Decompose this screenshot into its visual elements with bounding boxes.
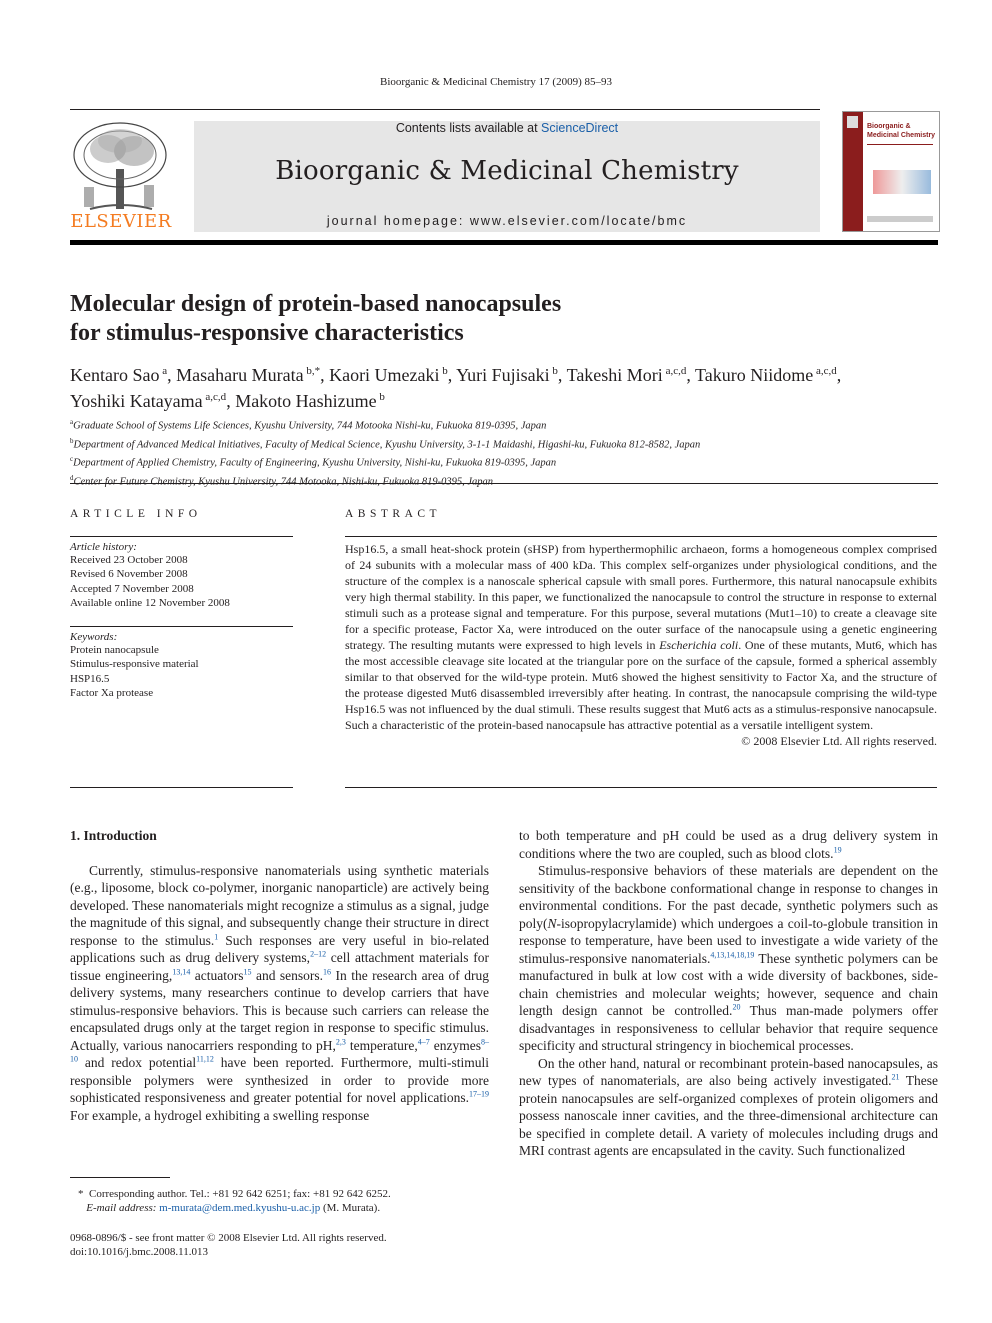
title-line-2: for stimulus-responsive characteristics bbox=[70, 320, 464, 346]
author-name[interactable]: Yoshiki Katayama bbox=[70, 391, 203, 411]
paragraph: On the other hand, natural or recombinant protein-based nanocapsules, as new types of nanomaterials, are also being actively investigated.$^{21}$ These protein nanocapsules are self-organized complexes of protein oligomers and possess nanoscale inner cavities, and the three-dimensional architecture can be specified in complete detail. A variety of molecules including drugs and MRI contrast agents are encapsulated in the cavity. Such functionalized bbox=[519, 1055, 938, 1158]
abstract-heading: ABSTRACT bbox=[345, 508, 442, 520]
keyword: Stimulus-responsive material bbox=[70, 658, 199, 671]
reference[interactable]: 21 bbox=[891, 1072, 900, 1082]
journal-title: Bioorganic & Medicinal Chemistry bbox=[275, 156, 739, 186]
header-rule bbox=[70, 109, 820, 110]
cover-footer bbox=[867, 216, 933, 222]
title-line-1: Molecular design of protein-based nanocapsules bbox=[70, 291, 562, 317]
article-title bbox=[70, 290, 930, 348]
body-left-column bbox=[70, 827, 489, 1124]
issn-line: 0968-0896/$ - see front matter © 2008 Elsevier Ltd. All rights reserved. bbox=[70, 1232, 387, 1244]
reference[interactable]: 19 bbox=[833, 845, 842, 854]
author-name[interactable]: Yuri Fujisaki bbox=[456, 365, 550, 385]
publisher-name: ELSEVIER bbox=[70, 211, 172, 232]
email-link[interactable]: m-murata@dem.med.kyushu-u.ac.jp bbox=[159, 1202, 321, 1214]
elsevier-logo[interactable] bbox=[70, 121, 172, 233]
author-list: Kentaro Sao $^a$, Masaharu Murata $^{b,*}$, Kaori Umezaki $^b$, Yuri Fujisaki $^b$, Takeshi Mori $^{a,c,d}$, Takuro Niidome $^{a,c,d}$, Yoshiki Katayama $^{a,c,d}$, Makoto Hashizume $^b$ bbox=[70, 365, 842, 411]
paragraph: Stimulus-responsive behaviors of these materials are dependent on the sensitivity of the backbone conformational change in response to changes in environmental conditions. For the past decade, synthetic polymers such as poly(N-isopropylacrylamide) which undergoes a coil-to-globule transition in response to temperature, have been used to investigate a wide variety of the stimulus-responsive nanomaterials.$^{4,13,14,18,19}$ These synthetic polymers can be manufactured in bulk at low cost with a wide diversity of backbones, side-chain chemistries and molecular weights; however, sequence and chain length design cannot be controlled.$^{20}$ Thus man-made polymers offer disadvantages in responsiveness to cellular behavior that require sequence specificity and structural stringency in biochemical processes. bbox=[519, 863, 939, 1053]
email-label: E-mail address: bbox=[86, 1202, 157, 1214]
keyword: HSP16.5 bbox=[70, 672, 110, 685]
affiliation: $^c$Department of Applied Chemistry, Faculty of Engineering, Kyushu University, Nishi-ku, Fukuoka 819-0395, Japan bbox=[70, 455, 557, 469]
reference[interactable]: 20 bbox=[732, 1002, 741, 1012]
abstract-copyright: © 2008 Elsevier Ltd. All rights reserved. bbox=[741, 734, 937, 748]
cover-image bbox=[873, 170, 931, 194]
author-affil: a bbox=[162, 365, 168, 377]
footnote-marker: * bbox=[78, 1188, 84, 1200]
article-info-bottom-rule bbox=[70, 787, 293, 788]
footnote-rule bbox=[70, 1177, 170, 1178]
reference[interactable]: 1 bbox=[214, 932, 219, 941]
reference[interactable]: 4,13,14,18,19 bbox=[710, 950, 755, 959]
keyword: Factor Xa protease bbox=[70, 686, 154, 699]
history-item: Available online 12 November 2008 bbox=[70, 596, 230, 609]
cover-rule bbox=[867, 144, 933, 145]
reference[interactable]: 15 bbox=[243, 967, 252, 976]
body-right-column bbox=[519, 827, 938, 1160]
journal-cover[interactable] bbox=[842, 111, 940, 232]
history-item: Revised 6 November 2008 bbox=[70, 568, 188, 581]
keywords-label: Keywords: bbox=[70, 631, 118, 643]
reference[interactable]: 2,3 bbox=[335, 1037, 346, 1046]
article-info-rule bbox=[70, 536, 293, 537]
article-info-heading: ARTICLE INFO bbox=[70, 508, 202, 520]
reference[interactable]: 4–7 bbox=[417, 1037, 430, 1046]
paragraph: to both temperature and pH could be used as a drug delivery system in conditions where the two are coupled, such as blood clots.$^{19}$ bbox=[519, 828, 938, 861]
author-name[interactable]: Kaori Umezaki bbox=[329, 365, 440, 385]
affiliation-rule bbox=[70, 483, 938, 484]
affiliation-list bbox=[70, 415, 938, 490]
doi-line[interactable]: doi:10.1016/j.bmc.2008.11.013 bbox=[70, 1246, 209, 1258]
cover-spine bbox=[843, 112, 863, 231]
cover-logo-icon bbox=[847, 116, 858, 128]
cover-title: Bioorganic & Medicinal Chemistry bbox=[867, 123, 936, 139]
author-name[interactable]: Kentaro Sao bbox=[70, 365, 160, 385]
abstract-bottom-rule bbox=[345, 787, 937, 788]
history-item: Received 23 October 2008 bbox=[70, 554, 188, 566]
contents-line bbox=[194, 121, 820, 135]
affiliation: d bbox=[70, 474, 74, 483]
author-name[interactable]: Takuro Niidome bbox=[695, 365, 814, 385]
reference[interactable]: 13,14 bbox=[172, 967, 191, 976]
abstract-rule bbox=[345, 536, 937, 537]
author-affil: a,c,d bbox=[815, 365, 837, 377]
author-affil: a,c,d bbox=[205, 391, 227, 403]
affiliation: $^b$Department of Advanced Medical Initiatives, Faculty of Medical Science, Kyushu University, 3-1-1 Maidashi, Higashi-ku, Fukuoka 812-8582, Japan bbox=[70, 436, 701, 451]
journal-citation: Bioorganic & Medicinal Chemistry 17 (2009) 85–93 bbox=[380, 76, 612, 88]
keywords bbox=[70, 631, 293, 700]
author-name[interactable]: Masaharu Murata bbox=[176, 365, 304, 385]
reference[interactable]: 17–19 bbox=[469, 1089, 489, 1099]
history-item: Accepted 7 November 2008 bbox=[70, 582, 194, 595]
author-affil: b bbox=[552, 365, 558, 377]
header-thick-rule bbox=[70, 240, 938, 245]
publication-info bbox=[70, 1231, 490, 1259]
reference[interactable]: 11,12 bbox=[196, 1054, 214, 1064]
journal-banner bbox=[194, 121, 820, 232]
contents-prefix: Contents lists available at bbox=[395, 121, 542, 135]
reference[interactable]: 16 bbox=[323, 967, 332, 976]
author-affil: a,c,d bbox=[665, 365, 687, 377]
history-label: Article history: bbox=[70, 541, 137, 553]
author-affil: b bbox=[442, 365, 448, 377]
author-name[interactable]: Makoto Hashizume bbox=[235, 391, 377, 411]
section-heading: 1. Introduction bbox=[70, 828, 157, 843]
paragraph: Currently, stimulus-responsive nanomaterials using synthetic materials (e.g., liposome, block co-polymer, inorganic nanoparticle) are actively being developed. These nanomaterials might recognize a stimulus as a signal, judge the magnitude of this signal, and subsequently change their structure in direct response to the stimulus.$^1$ Such responses are very useful in bio-related applications such as drug delivery systems,$^{2-12}$ cell attachment materials for tissue engineering,$^{13,14}$ actuators$^{15}$ and sensors.$^{16}$ In the research area of drug delivery systems, many researchers continue to develop carriers that have stimulus-responsive behaviors. This is because such carriers can release the encapsulated drugs only at the target region in response to specific stimulus. Actually, various nanocarriers responding to pH,$^{2,3}$ temperature,$^{4-7}$ enzymes$^{8-10}$ and redox potential$^{11,12}$ have been reported. Furthermore, multi-stimuli responsible polymers were synthesized in order to provide more sophisticated responsiveness and greater potential for novel applications.$^{17-19}$ For example, a hydrogel exhibiting a swelling response bbox=[70, 862, 490, 1123]
author-affil: b bbox=[379, 391, 385, 403]
author-name[interactable]: Takeshi Mori bbox=[566, 365, 663, 385]
keyword: Protein nanocapsule bbox=[70, 644, 159, 656]
journal-homepage[interactable]: journal homepage: www.elsevier.com/locate/bmc bbox=[326, 214, 688, 228]
sciencedirect-link[interactable]: ScienceDirect bbox=[541, 121, 619, 135]
reference[interactable]: 8–10 bbox=[70, 1037, 489, 1064]
reference[interactable]: 2–12 bbox=[310, 949, 327, 959]
history-rule bbox=[70, 626, 293, 627]
affiliation: $^a$Graduate School of Systems Life Sciences, Kyushu University, 744 Motooka Nishi-ku, Fukuoka 819-0395, Japan bbox=[70, 418, 547, 432]
corresponding-footnote: * Corresponding author. Tel.: +81 92 642 6251; fax: +81 92 642 6252. E-mail address: m-murata@dem.med.kyushu-u.ac.jp (M. Murata). bbox=[78, 1188, 391, 1214]
author-affil: b,* bbox=[306, 365, 321, 377]
article-history bbox=[70, 541, 293, 610]
abstract-text: Hsp16.5, a small heat-shock protein (sHSP) from hyperthermophilic archaeon, forms a homogeneous complex comprised of 24 subunits with a molecular mass of 400 kDa. This complex self-organizes under physiological conditions, and the structure of the complex is a nanoscale spherical capsule with small pores. Furthermore, this natural nanocapsule exhibits very high thermal stability. In this paper, we functionalized the nanocapsule to control the structure in response to external stimuli such as a protease signal and temperature. For this purpose, several mutations (Mut1–10) to create a cleavage site for a specific protease, Factor Xa, were introduced on the outer surface of the nanocapsule using a genetic engineering strategy. The resulting mutants were expressed to high levels in Escherichia coli. One of these mutants, Mut6, which has the most accessible cleavage site located at the triangular pore on the surface of the capsule, formed a spherical assembly similar to that observed for the wild-type protein. Mut6 showed the highest sensitivity to Factor Xa, and the structure of the protease digested Mut6 disassembled irreversibly after heating. In contrast, the nanocapsule comprising the wild-type Hsp16.5 was not influenced by the dual stimuli. These results suggest that Mut6 acts as a stimulus-responsive nanocapsule. Such a characteristic of the protein-based nanocapsule has attractive potential as a versatile intelligent system. © 2008 Elsevier Ltd. All rights reserved. bbox=[345, 542, 938, 748]
